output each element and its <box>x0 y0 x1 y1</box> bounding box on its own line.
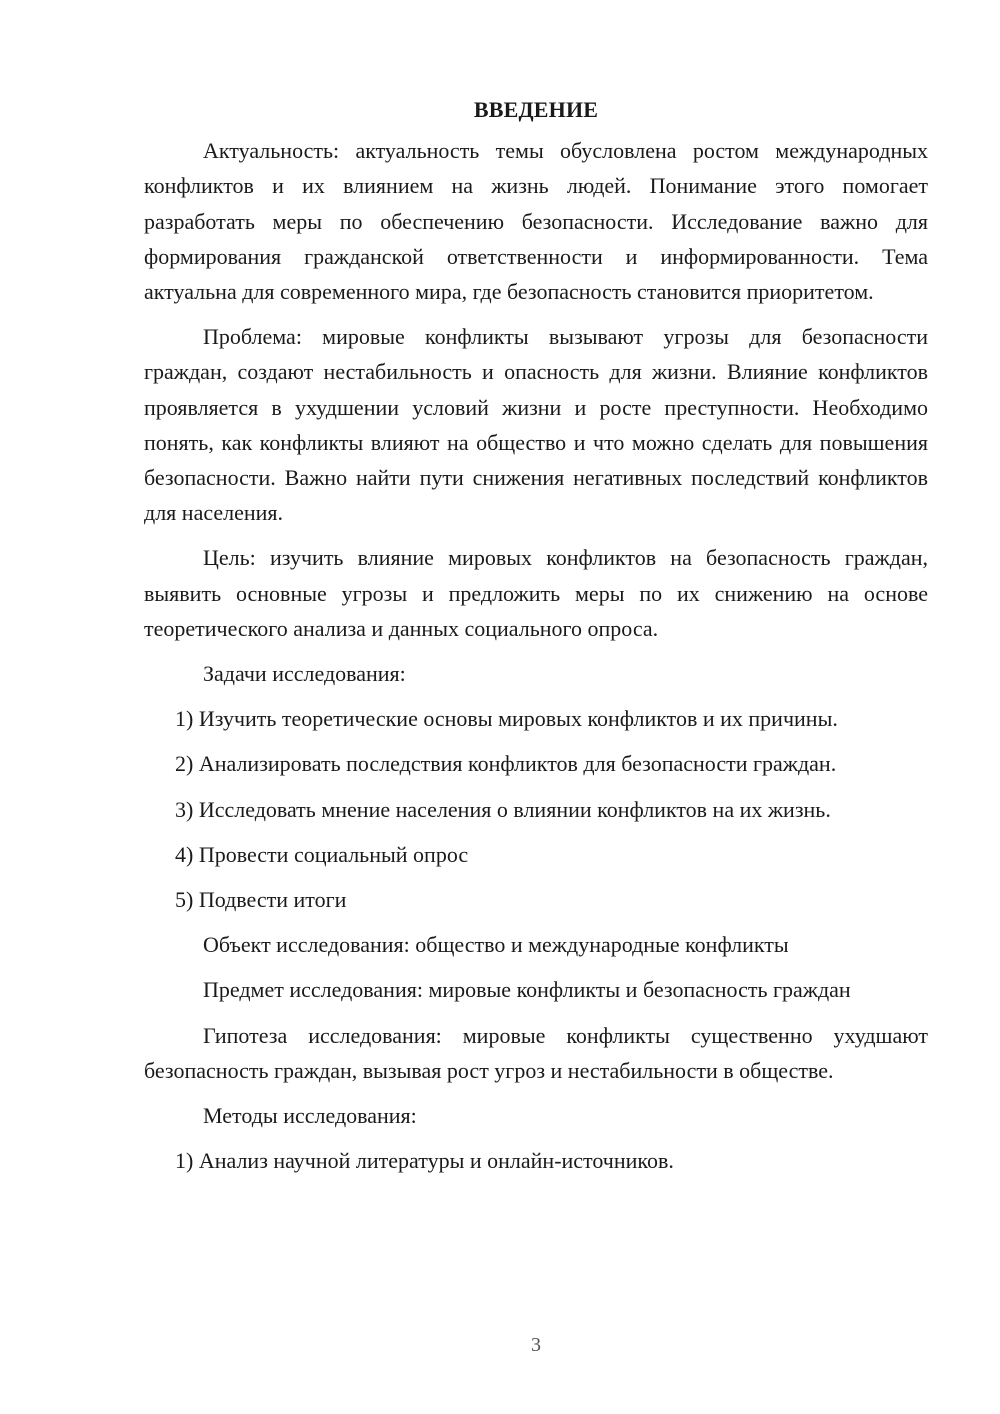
hypothesis-paragraph: Гипотеза исследования: мировые конфликты существенно ухудшают безопасность граждан, вызывая рост угроз и нестабильности в обществе. <box>144 1022 928 1083</box>
subject-paragraph: Предмет исследования: мировые конфликты и безопасность граждан <box>203 977 851 1003</box>
tasks-heading: Задачи исследования: <box>203 661 406 687</box>
task-item-1: 1) Изучить теоретические основы мировых конфликтов и их причины. <box>175 706 838 732</box>
method-item-1: 1) Анализ научной литературы и онлайн-источников. <box>175 1148 674 1174</box>
object-paragraph: Объект исследования: общество и международные конфликты <box>203 932 789 958</box>
methods-heading: Методы исследования: <box>203 1103 417 1129</box>
goal-paragraph: Цель: изучить влияние мировых конфликтов на безопасность граждан, выявить основные угрозы и предложить меры по их снижению на основе теоретического анализа и данных социального опроса. <box>144 545 928 641</box>
task-item-2: 2) Анализировать последствия конфликтов для безопасности граждан. <box>175 751 837 777</box>
problem-paragraph: Проблема: мировые конфликты вызывают угрозы для безопасности граждан, создают нестабильность и опасность для жизни. Влияние конфликтов проявляется в ухудшении условий жизни и росте преступности. Необходимо понять, как конфликты влияют на общество и что можно сделать для повышения безопасности. Важно найти пути снижения негативных последствий конфликтов для населения. <box>144 324 928 526</box>
relevance-paragraph: Актуальность: актуальность темы обусловлена ростом международных конфликтов и их влиянием на жизнь людей. Понимание этого помогает разработать меры по обеспечению безопасности. Исследование важно для формирования гражданской ответственности и информированности. Тема актуальна для современного мира, где безопасность становится приоритетом. <box>144 138 928 305</box>
page-title: ВВЕДЕНИЕ <box>473 97 599 122</box>
document-page <box>144 92 928 1188</box>
task-item-5: 5) Подвести итоги <box>175 887 347 913</box>
task-item-4: 4) Провести социальный опрос <box>175 841 469 867</box>
page-number: 3 <box>531 1334 541 1356</box>
task-item-3: 3) Исследовать мнение населения о влиянии конфликтов на их жизнь. <box>175 796 831 822</box>
